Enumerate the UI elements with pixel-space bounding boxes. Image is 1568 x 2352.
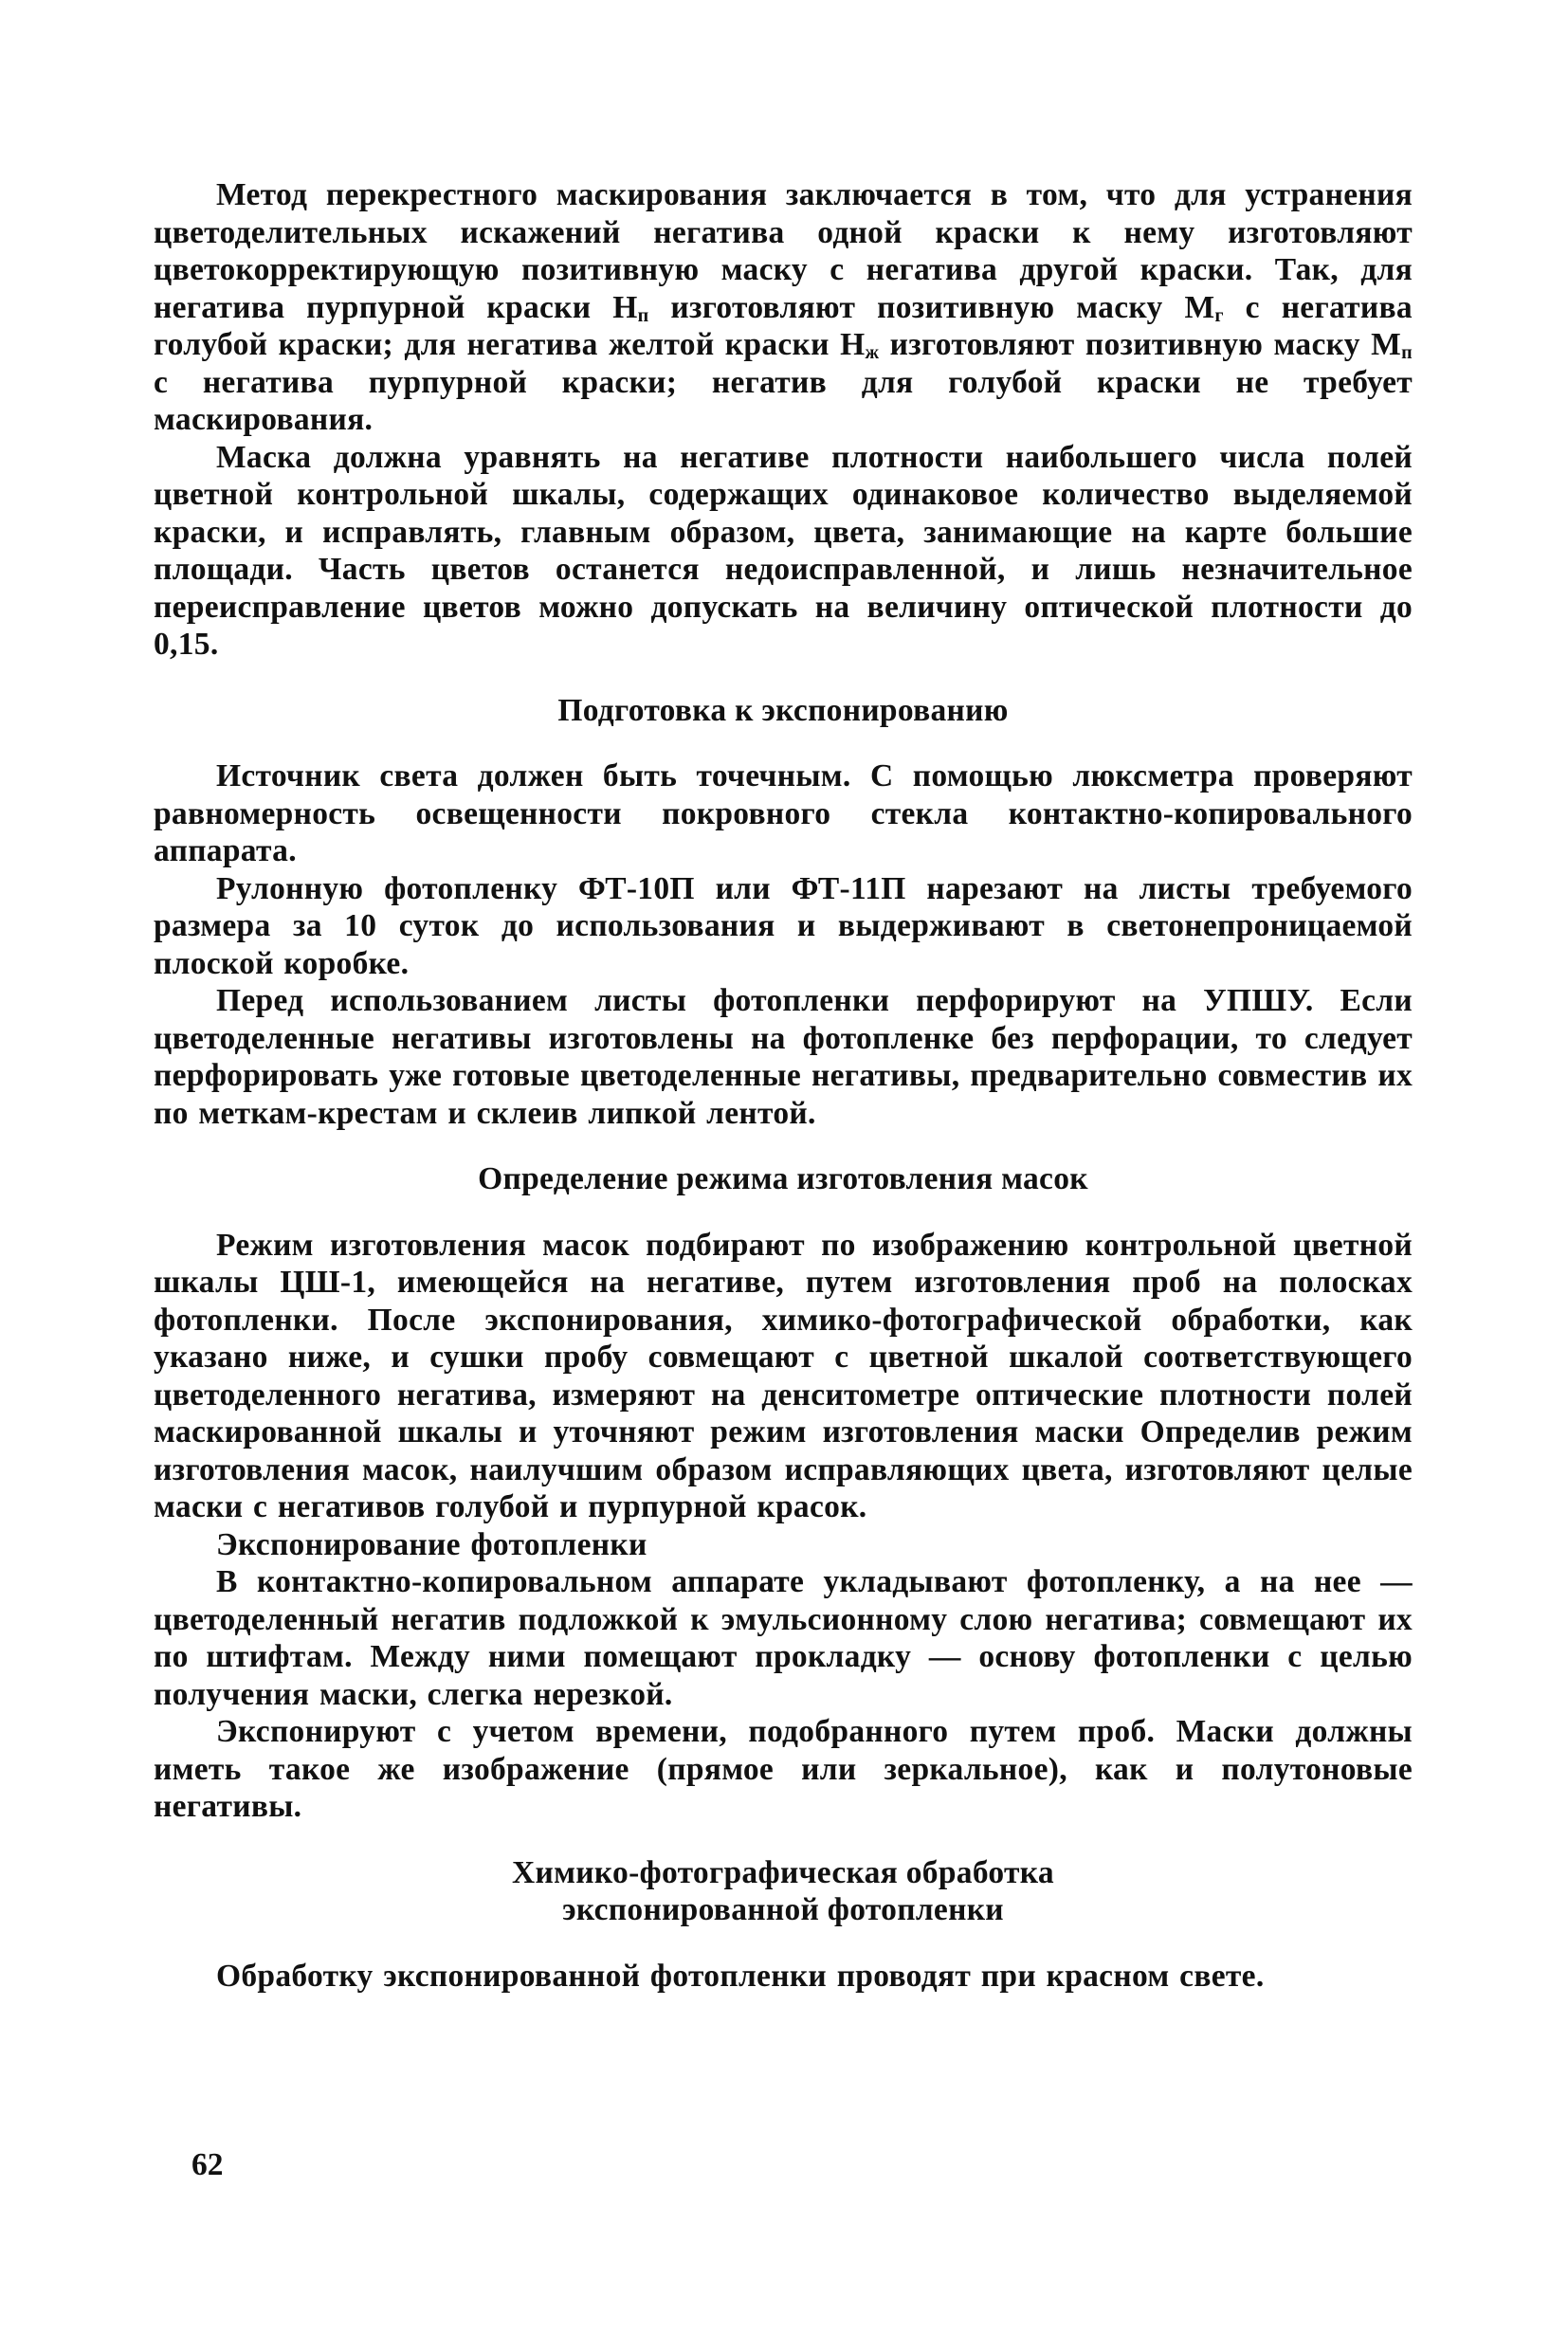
paragraph-perforation: Перед использованием листы фотопленки перфорируют на УПШУ. Если цветоделенные негативы изготовлены на фотопленке без перфорации, то следует перфорировать уже готовые цветоделенные негативы, предварительно совместив их по меткам-крестам и склеив липкой лентой. (154, 983, 1413, 1131)
paragraph-mode-selection: Режим изготовления масок подбирают по изображению контрольной цветной шкалы ЦШ-1, имеющейся на негативе, путем изготовления проб на полосках фотопленки. После экспонирования, химико-фотографической обработки, как указано ниже, и сушки пробу совмещают с цветной шкалой соответствующего цветоделенного негатива, измеряют на денситометре оптические плотности полей маскированной шкалы и уточняют режим изготовления маски Определив режим изготовления масок, наилучшим образом исправляющих цвета, изготовляют целые маски с негативов голубой и пурпурной красок. (154, 1227, 1413, 1524)
heading-processing (154, 1854, 1413, 1929)
paragraph-light-source: Источник света должен быть точечным. С помощью люксметра проверяют равномерность освещенности покровного стекла контактно-копировального аппарата. (154, 758, 1413, 868)
heading-mask-mode: Определение режима изготовления масок (478, 1161, 1088, 1196)
text-run: с негатива голубой краски; для негатива желтой краски Н (154, 289, 1413, 362)
subscript: п (637, 304, 649, 326)
subscript: ж (865, 342, 880, 363)
paragraph-contact-copy: В контактно-копировальном аппарате укладывают фотопленку, а на нее — цветоделенный негатив подложкой к эмульсионному слою негатива; совмещают их по штифтам. Между ними помещают прокладку — основу фотопленки с целью получения маски, слегка нерезкой. (154, 1564, 1413, 1712)
text-run: Метод перекрестного маскирования заключается в том, что для устранения цветоделительных искажений негатива одной краски к нему изготовляют цветокорректирующую позитивную маску с негатива другой краски. Так, для негатива пурпурной краски Н (154, 177, 1413, 325)
paragraph-cross-masking (154, 176, 1413, 439)
text-run: с негатива пурпурной краски; негатив для голубой краски не требует маскирования. (154, 364, 1413, 437)
heading-exposure-prep: Подготовка к экспонированию (557, 692, 1009, 728)
text-run: изготовляют позитивную маску М (648, 289, 1215, 325)
page-number: 62 (191, 2147, 224, 2182)
subheading-film-exposure: Экспонирование фотопленки (216, 1526, 647, 1562)
paragraph-roll-film: Рулонную фотопленку ФТ-10П или ФТ-11П нарезают на листы требуемого размера за 10 суток до использования и выдерживают в светонепроницаемой плоской коробке. (154, 870, 1413, 981)
page-body (154, 176, 1413, 1995)
heading-processing-line-2: экспонированной фотопленки (562, 1892, 1004, 1927)
subscript: п (1401, 342, 1413, 363)
text-run: изготовляют позитивную маску М (879, 327, 1402, 362)
subscript: г (1214, 304, 1224, 326)
paragraph-expose: Экспонируют с учетом времени, подобранного путем проб. Маски должны иметь такое же изображение (прямое или зеркальное), как и полутоновые негативы. (154, 1714, 1413, 1824)
paragraph-mask: Маска должна уравнять на негативе плотности наибольшего числа полей цветной контрольной шкалы, содержащих одинаковое количество выделяемой краски, и исправлять, главным образом, цвета, занимающие на карте большие площади. Часть цветов останется недоисправленной, и лишь незначительное переисправление цветов можно допускать на величину оптической плотности до 0,15. (154, 439, 1413, 662)
heading-processing-line-1: Химико-фотографическая обработка (512, 1854, 1054, 1890)
paragraph-processing: Обработку экспонированной фотопленки проводят при красном свете. (216, 1958, 1265, 1994)
